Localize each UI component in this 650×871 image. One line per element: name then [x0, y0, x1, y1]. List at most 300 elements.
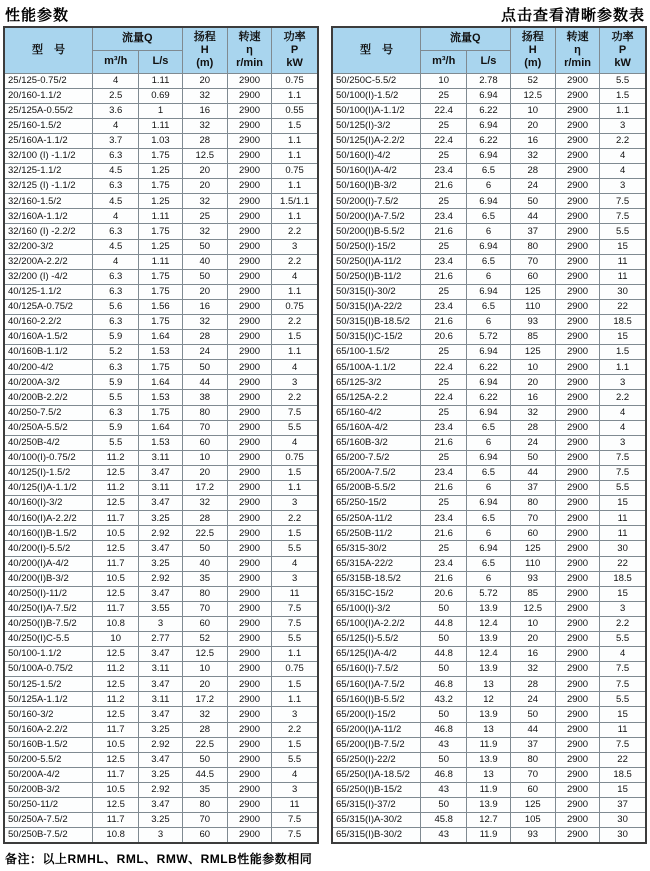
- value-cell: 37: [600, 798, 646, 813]
- value-cell: 21.6: [421, 435, 467, 450]
- value-cell: 3.25: [139, 767, 182, 782]
- value-cell: 2900: [227, 118, 271, 133]
- value-cell: 2900: [227, 828, 271, 843]
- value-cell: 6: [467, 179, 510, 194]
- value-cell: 2900: [227, 194, 271, 209]
- value-cell: 125: [510, 541, 555, 556]
- value-cell: 28: [182, 722, 227, 737]
- value-cell: 2900: [227, 767, 271, 782]
- value-cell: 22.4: [421, 360, 467, 375]
- value-cell: 20: [510, 375, 555, 390]
- table-row: [332, 224, 646, 239]
- value-cell: 25: [421, 541, 467, 556]
- model-cell: 50/160-3/2: [4, 707, 93, 722]
- speed-label-symbol: η: [246, 43, 253, 56]
- table-row: [332, 677, 646, 692]
- value-cell: 3: [600, 179, 646, 194]
- table-row: [332, 556, 646, 571]
- value-cell: 37: [510, 737, 555, 752]
- table-row: [332, 375, 646, 390]
- value-cell: 3: [272, 496, 318, 511]
- value-cell: 16: [510, 647, 555, 662]
- value-cell: 2900: [227, 420, 271, 435]
- table-row: [4, 813, 318, 828]
- value-cell: 11.7: [93, 813, 139, 828]
- value-cell: 11: [272, 798, 318, 813]
- value-cell: 2900: [555, 798, 599, 813]
- value-cell: 25: [421, 496, 467, 511]
- value-cell: 12.5: [182, 647, 227, 662]
- value-cell: 6.5: [467, 511, 510, 526]
- value-cell: 2900: [227, 239, 271, 254]
- table-row: [332, 692, 646, 707]
- table-row: [332, 541, 646, 556]
- model-cell: 40/100(I)-0.75/2: [4, 450, 93, 465]
- table-row: [332, 390, 646, 405]
- model-cell: 65/100-1.5/2: [332, 345, 421, 360]
- col-header-head: [510, 27, 555, 73]
- value-cell: 2900: [227, 586, 271, 601]
- value-cell: 37: [510, 224, 555, 239]
- value-cell: 7.5: [600, 450, 646, 465]
- value-cell: 1.64: [139, 330, 182, 345]
- value-cell: 2900: [227, 103, 271, 118]
- value-cell: 2900: [555, 631, 599, 646]
- model-cell: 65/315A-22/2: [332, 556, 421, 571]
- col-header-model: 型 号: [4, 27, 93, 73]
- model-cell: 40/160B-1.1/2: [4, 345, 93, 360]
- value-cell: 2900: [555, 541, 599, 556]
- head-label-cn: 扬程: [193, 31, 216, 44]
- value-cell: 32: [182, 118, 227, 133]
- model-cell: 65/250B-11/2: [332, 526, 421, 541]
- value-cell: 2900: [227, 284, 271, 299]
- value-cell: 80: [182, 798, 227, 813]
- table-row: [4, 496, 318, 511]
- value-cell: 25: [421, 345, 467, 360]
- value-cell: 5.9: [93, 330, 139, 345]
- table-row: [332, 511, 646, 526]
- model-cell: 40/125-1.1/2: [4, 284, 93, 299]
- value-cell: 3.11: [139, 692, 182, 707]
- value-cell: 2900: [227, 782, 271, 797]
- value-cell: 2900: [555, 148, 599, 163]
- value-cell: 1.5: [272, 526, 318, 541]
- value-cell: 2900: [555, 330, 599, 345]
- table-row: [4, 767, 318, 782]
- model-cell: 50/160A-2.2/2: [4, 722, 93, 737]
- col-header-speed: [555, 27, 599, 73]
- model-cell: 25/160A-1.1/2: [4, 133, 93, 148]
- value-cell: 10: [421, 73, 467, 88]
- value-cell: 5.5: [600, 692, 646, 707]
- model-cell: 40/200(I)-5.5/2: [4, 541, 93, 556]
- value-cell: 93: [510, 828, 555, 843]
- value-cell: 2900: [555, 315, 599, 330]
- value-cell: 60: [510, 526, 555, 541]
- value-cell: 11.9: [467, 737, 510, 752]
- value-cell: 21.6: [421, 481, 467, 496]
- value-cell: 3: [600, 118, 646, 133]
- value-cell: 1.75: [139, 315, 182, 330]
- value-cell: 28: [510, 420, 555, 435]
- value-cell: 5.72: [467, 586, 510, 601]
- value-cell: 2900: [227, 435, 271, 450]
- value-cell: 2900: [555, 481, 599, 496]
- model-cell: 65/200-7.5/2: [332, 450, 421, 465]
- model-cell: 50/200B-3/2: [4, 782, 93, 797]
- value-cell: 10.5: [93, 782, 139, 797]
- table-row: [4, 526, 318, 541]
- value-cell: 1.1: [600, 360, 646, 375]
- value-cell: 5.5: [600, 73, 646, 88]
- value-cell: 2900: [227, 647, 271, 662]
- table-row: [332, 420, 646, 435]
- value-cell: 2900: [555, 496, 599, 511]
- table-row: [332, 662, 646, 677]
- table-row: [4, 345, 318, 360]
- model-cell: 65/250(I)A-18.5/2: [332, 767, 421, 782]
- value-cell: 6.5: [467, 254, 510, 269]
- value-cell: 20.6: [421, 586, 467, 601]
- model-cell: 65/200A-7.5/2: [332, 465, 421, 480]
- model-cell: 50/125-1.5/2: [4, 677, 93, 692]
- value-cell: 4: [600, 405, 646, 420]
- model-cell: 40/200(I)B-3/2: [4, 571, 93, 586]
- value-cell: 1.53: [139, 435, 182, 450]
- value-cell: 2.2: [600, 390, 646, 405]
- col-header-power: [272, 27, 318, 73]
- value-cell: 28: [182, 330, 227, 345]
- value-cell: 5.5: [600, 224, 646, 239]
- model-cell: 50/250(I)A-11/2: [332, 254, 421, 269]
- value-cell: 3.47: [139, 752, 182, 767]
- model-cell: 65/200B-5.5/2: [332, 481, 421, 496]
- value-cell: 30: [600, 284, 646, 299]
- view-clear-table-link[interactable]: 点击查看清晰参数表: [500, 7, 645, 24]
- value-cell: 3.47: [139, 586, 182, 601]
- value-cell: 6.22: [467, 360, 510, 375]
- value-cell: 45.8: [421, 813, 467, 828]
- value-cell: 6.94: [467, 118, 510, 133]
- value-cell: 4: [93, 73, 139, 88]
- table-row: [332, 647, 646, 662]
- model-cell: 65/315(I)-37/2: [332, 798, 421, 813]
- value-cell: 2900: [555, 511, 599, 526]
- value-cell: 2900: [227, 556, 271, 571]
- value-cell: 2900: [227, 465, 271, 480]
- value-cell: 15: [600, 782, 646, 797]
- model-cell: 50/250B-7.5/2: [4, 828, 93, 843]
- value-cell: 3.25: [139, 511, 182, 526]
- value-cell: 2900: [555, 813, 599, 828]
- value-cell: 13.9: [467, 631, 510, 646]
- value-cell: 1.1: [272, 209, 318, 224]
- head-label-unit: (m): [196, 56, 214, 69]
- value-cell: 32: [182, 88, 227, 103]
- table-row: [4, 375, 318, 390]
- value-cell: 1.5: [600, 88, 646, 103]
- value-cell: 5.9: [93, 420, 139, 435]
- value-cell: 4: [272, 269, 318, 284]
- value-cell: 20: [182, 179, 227, 194]
- value-cell: 23.4: [421, 164, 467, 179]
- value-cell: 4: [600, 164, 646, 179]
- value-cell: 4: [272, 767, 318, 782]
- value-cell: 5.5: [600, 631, 646, 646]
- value-cell: 28: [510, 677, 555, 692]
- model-cell: 50/315(I)-30/2: [332, 284, 421, 299]
- value-cell: 43: [421, 782, 467, 797]
- model-cell: 50/315(I)A-22/2: [332, 299, 421, 314]
- value-cell: 2900: [555, 118, 599, 133]
- value-cell: 6.94: [467, 148, 510, 163]
- value-cell: 17.2: [182, 481, 227, 496]
- value-cell: 2900: [227, 631, 271, 646]
- value-cell: 2.2: [272, 224, 318, 239]
- model-cell: 32/160-1.5/2: [4, 194, 93, 209]
- value-cell: 50: [421, 707, 467, 722]
- value-cell: 6.5: [467, 420, 510, 435]
- value-cell: 1.56: [139, 299, 182, 314]
- model-cell: 65/160A-4/2: [332, 420, 421, 435]
- value-cell: 15: [600, 496, 646, 511]
- value-cell: 25: [421, 375, 467, 390]
- value-cell: 80: [510, 752, 555, 767]
- value-cell: 50: [510, 707, 555, 722]
- model-cell: 40/160(I)B-1.5/2: [4, 526, 93, 541]
- table-row: [332, 722, 646, 737]
- value-cell: 2900: [227, 813, 271, 828]
- value-cell: 11.7: [93, 722, 139, 737]
- value-cell: 32: [182, 707, 227, 722]
- model-cell: 50/125(I)A-2.2/2: [332, 133, 421, 148]
- value-cell: 2900: [555, 752, 599, 767]
- col-header-flow-m3h: m³/h: [93, 50, 139, 73]
- value-cell: 3.7: [93, 133, 139, 148]
- value-cell: 2900: [227, 511, 271, 526]
- value-cell: 7.5: [600, 209, 646, 224]
- value-cell: 6.94: [467, 345, 510, 360]
- value-cell: 3.6: [93, 103, 139, 118]
- value-cell: 11: [600, 526, 646, 541]
- value-cell: 22.4: [421, 103, 467, 118]
- value-cell: 2900: [227, 571, 271, 586]
- value-cell: 11: [272, 586, 318, 601]
- speed-label-cn: 转速: [566, 31, 589, 44]
- model-cell: 50/250A-7.5/2: [4, 813, 93, 828]
- model-cell: 65/160(I)B-5.5/2: [332, 692, 421, 707]
- value-cell: 2900: [227, 209, 271, 224]
- value-cell: 5.5: [93, 435, 139, 450]
- value-cell: 12.5: [93, 707, 139, 722]
- value-cell: 3.55: [139, 601, 182, 616]
- model-cell: 65/100(I)A-2.2/2: [332, 616, 421, 631]
- col-header-flow-m3h: m³/h: [421, 50, 467, 73]
- value-cell: 2900: [227, 179, 271, 194]
- table-header: [332, 27, 646, 73]
- power-label-symbol: P: [618, 43, 627, 56]
- model-cell: 65/125(I)-5.5/2: [332, 631, 421, 646]
- model-cell: 65/315(I)B-30/2: [332, 828, 421, 843]
- value-cell: 2900: [227, 722, 271, 737]
- value-cell: 15: [600, 586, 646, 601]
- model-cell: 65/125A-2.2: [332, 390, 421, 405]
- value-cell: 2900: [555, 465, 599, 480]
- value-cell: 2.78: [467, 73, 510, 88]
- value-cell: 50: [421, 752, 467, 767]
- head-label-symbol: H: [200, 43, 209, 56]
- model-cell: 25/160-1.5/2: [4, 118, 93, 133]
- value-cell: 18.5: [600, 315, 646, 330]
- value-cell: 2900: [555, 828, 599, 843]
- table-row: [332, 209, 646, 224]
- value-cell: 10.8: [93, 828, 139, 843]
- model-cell: 32/160 (I) -2.2/2: [4, 224, 93, 239]
- value-cell: 11: [600, 269, 646, 284]
- value-cell: 40: [182, 556, 227, 571]
- value-cell: 25: [421, 148, 467, 163]
- value-cell: 1.5: [272, 677, 318, 692]
- value-cell: 70: [510, 511, 555, 526]
- value-cell: 10: [510, 360, 555, 375]
- model-cell: 40/160(I)-3/2: [4, 496, 93, 511]
- value-cell: 3.47: [139, 496, 182, 511]
- table-row: [332, 345, 646, 360]
- table-row: [332, 330, 646, 345]
- table-row: [4, 118, 318, 133]
- value-cell: 2900: [555, 782, 599, 797]
- value-cell: 21.6: [421, 224, 467, 239]
- value-cell: 80: [510, 496, 555, 511]
- value-cell: 44.8: [421, 647, 467, 662]
- value-cell: 35: [182, 782, 227, 797]
- value-cell: 22.4: [421, 133, 467, 148]
- model-cell: 40/160A-1.5/2: [4, 330, 93, 345]
- table-row: [4, 405, 318, 420]
- value-cell: 2.2: [600, 133, 646, 148]
- value-cell: 80: [510, 239, 555, 254]
- value-cell: 50: [421, 662, 467, 677]
- value-cell: 10: [182, 450, 227, 465]
- table-row: [4, 511, 318, 526]
- value-cell: 4: [272, 435, 318, 450]
- model-cell: 40/200(I)A-4/2: [4, 556, 93, 571]
- value-cell: 2900: [227, 450, 271, 465]
- value-cell: 10.5: [93, 737, 139, 752]
- value-cell: 70: [182, 813, 227, 828]
- speed-label-unit: r/min: [564, 56, 591, 69]
- table-row: [4, 239, 318, 254]
- value-cell: 0.69: [139, 88, 182, 103]
- model-cell: 50/125A-1.1/2: [4, 692, 93, 707]
- model-cell: 50/250(I)B-11/2: [332, 269, 421, 284]
- model-cell: 40/200B-2.2/2: [4, 390, 93, 405]
- value-cell: 20: [510, 118, 555, 133]
- model-cell: 40/200A-3/2: [4, 375, 93, 390]
- value-cell: 2900: [555, 194, 599, 209]
- value-cell: 11.7: [93, 511, 139, 526]
- value-cell: 50: [421, 601, 467, 616]
- model-cell: 65/250(I)B-15/2: [332, 782, 421, 797]
- value-cell: 3.47: [139, 798, 182, 813]
- value-cell: 6.5: [467, 164, 510, 179]
- value-cell: 11.2: [93, 450, 139, 465]
- value-cell: 4: [600, 148, 646, 163]
- value-cell: 2.2: [272, 511, 318, 526]
- model-cell: 40/250(I)A-7.5/2: [4, 601, 93, 616]
- value-cell: 1: [139, 103, 182, 118]
- value-cell: 105: [510, 813, 555, 828]
- value-cell: 3.47: [139, 677, 182, 692]
- value-cell: 1.53: [139, 390, 182, 405]
- model-cell: 50/100-1.1/2: [4, 647, 93, 662]
- value-cell: 4.5: [93, 164, 139, 179]
- value-cell: 11.2: [93, 662, 139, 677]
- value-cell: 37: [510, 481, 555, 496]
- value-cell: 2.2: [272, 254, 318, 269]
- value-cell: 2900: [555, 647, 599, 662]
- table-row: [332, 828, 646, 843]
- model-cell: 65/315(I)A-30/2: [332, 813, 421, 828]
- value-cell: 2900: [227, 662, 271, 677]
- value-cell: 50: [421, 798, 467, 813]
- col-header-flow: 流量Q: [421, 27, 511, 50]
- value-cell: 4: [93, 209, 139, 224]
- value-cell: 1.25: [139, 239, 182, 254]
- value-cell: 22.5: [182, 526, 227, 541]
- value-cell: 20: [182, 73, 227, 88]
- value-cell: 12.5: [93, 677, 139, 692]
- value-cell: 44.5: [182, 767, 227, 782]
- table-row: [332, 813, 646, 828]
- value-cell: 3: [600, 375, 646, 390]
- value-cell: 6.3: [93, 284, 139, 299]
- tables-container: [0, 26, 650, 844]
- model-cell: 65/160(I)-7.5/2: [332, 662, 421, 677]
- model-cell: 50/200(I)-7.5/2: [332, 194, 421, 209]
- value-cell: 6.22: [467, 133, 510, 148]
- value-cell: 125: [510, 798, 555, 813]
- value-cell: 30: [600, 813, 646, 828]
- value-cell: 6.3: [93, 148, 139, 163]
- value-cell: 2900: [555, 254, 599, 269]
- value-cell: 46.8: [421, 677, 467, 692]
- value-cell: 12.5: [93, 465, 139, 480]
- value-cell: 80: [182, 405, 227, 420]
- value-cell: 93: [510, 571, 555, 586]
- value-cell: 2900: [555, 556, 599, 571]
- value-cell: 50: [182, 541, 227, 556]
- value-cell: 2900: [227, 752, 271, 767]
- table-row: [332, 179, 646, 194]
- col-header-power: [600, 27, 646, 73]
- model-cell: 32/125-1.1/2: [4, 164, 93, 179]
- model-cell: 25/125-0.75/2: [4, 73, 93, 88]
- value-cell: 125: [510, 284, 555, 299]
- value-cell: 6.3: [93, 360, 139, 375]
- value-cell: 4: [272, 360, 318, 375]
- value-cell: 15: [600, 239, 646, 254]
- value-cell: 2900: [555, 571, 599, 586]
- value-cell: 1.5: [272, 330, 318, 345]
- value-cell: 2.2: [272, 390, 318, 405]
- value-cell: 6: [467, 481, 510, 496]
- model-cell: 32/160A-1.1/2: [4, 209, 93, 224]
- table-row: [332, 194, 646, 209]
- value-cell: 5.9: [93, 375, 139, 390]
- value-cell: 22.5: [182, 737, 227, 752]
